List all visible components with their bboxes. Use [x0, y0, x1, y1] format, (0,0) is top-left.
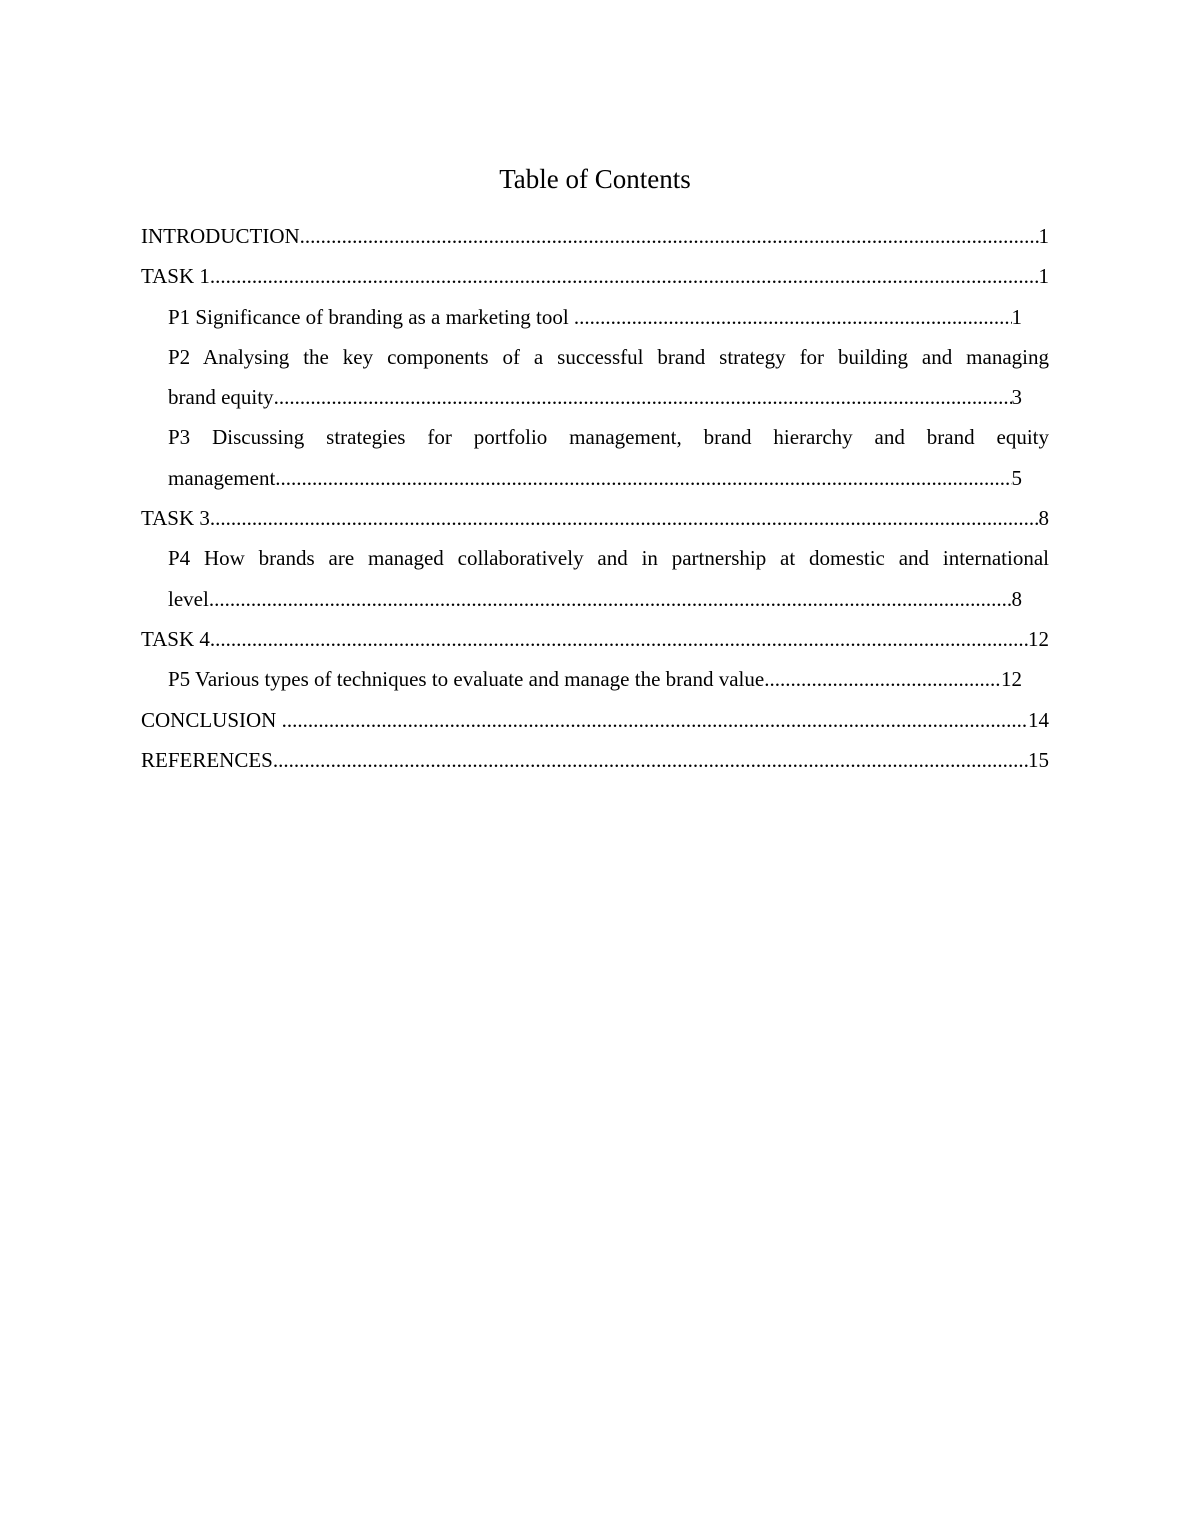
- dot-leader: [210, 498, 1039, 538]
- toc-entry-label: TASK 1: [141, 264, 210, 289]
- toc-entry-first-line: P4 How brands are managed collaboratively and in partnership at domestic and international: [168, 546, 1049, 571]
- toc-entry-task-1[interactable]: [141, 256, 1049, 296]
- toc-entry-label: P5 Various types of techniques to evaluate and manage the brand value: [168, 667, 765, 692]
- toc-entry-task-3[interactable]: [141, 498, 1049, 538]
- toc-entry-first-line: P2 Analysing the key components of a successful brand strategy for building and managing: [168, 344, 1049, 369]
- toc-title: Table of Contents: [499, 164, 691, 194]
- toc-entry-p4[interactable]: [168, 538, 1049, 619]
- toc-entry-p5[interactable]: [168, 659, 1049, 699]
- toc-entry-label: TASK 4: [141, 626, 210, 651]
- toc-page-number: 5: [1011, 465, 1022, 490]
- dot-leader: [282, 700, 1028, 740]
- toc-page-number: 1: [1011, 304, 1022, 329]
- toc-entry-references[interactable]: [141, 740, 1049, 780]
- dot-leader: [210, 256, 1039, 296]
- toc-page-number: 1: [1038, 264, 1049, 289]
- toc-entry-label: INTRODUCTION: [141, 224, 300, 248]
- toc-entry-p1[interactable]: [168, 297, 1049, 337]
- dot-leader: [300, 216, 1039, 256]
- toc-entry-task-4[interactable]: [141, 619, 1049, 659]
- toc-page-number: 8: [1011, 586, 1022, 611]
- toc-page-number: 14: [1028, 707, 1049, 732]
- toc-entry-label: REFERENCES: [141, 747, 273, 772]
- dot-leader: [210, 619, 1028, 659]
- toc-entry-label: brand equity: [168, 385, 274, 410]
- toc-page-number: 3: [1011, 385, 1022, 410]
- toc-entry-p2[interactable]: [168, 337, 1049, 418]
- dot-leader: [209, 579, 1012, 619]
- toc-list: [141, 216, 1049, 780]
- toc-entry-label: management: [168, 465, 276, 490]
- dot-leader: [274, 377, 1012, 417]
- toc-entry-label: level: [168, 586, 209, 611]
- toc-entry-label: P1 Significance of branding as a marketing tool: [168, 304, 574, 329]
- toc-entry-p3[interactable]: [168, 417, 1049, 498]
- toc-entry-conclusion[interactable]: [141, 700, 1049, 740]
- toc-entry-label: TASK 3: [141, 506, 210, 531]
- toc-entry-label: CONCLUSION: [141, 707, 282, 732]
- dot-leader: [764, 659, 1001, 699]
- toc-entry-introduction[interactable]: [141, 216, 1049, 256]
- toc-page-number: 1: [1038, 224, 1049, 248]
- toc-page-number: 12: [1001, 667, 1022, 692]
- toc-page-number: 12: [1028, 626, 1049, 651]
- toc-page-number: 8: [1038, 506, 1049, 531]
- dot-leader: [574, 297, 1012, 337]
- toc-page-number: 15: [1028, 747, 1049, 772]
- toc-entry-first-line: P3 Discussing strategies for portfolio management, brand hierarchy and brand equity: [168, 425, 1049, 450]
- dot-leader: [273, 740, 1028, 780]
- dot-leader: [275, 458, 1011, 498]
